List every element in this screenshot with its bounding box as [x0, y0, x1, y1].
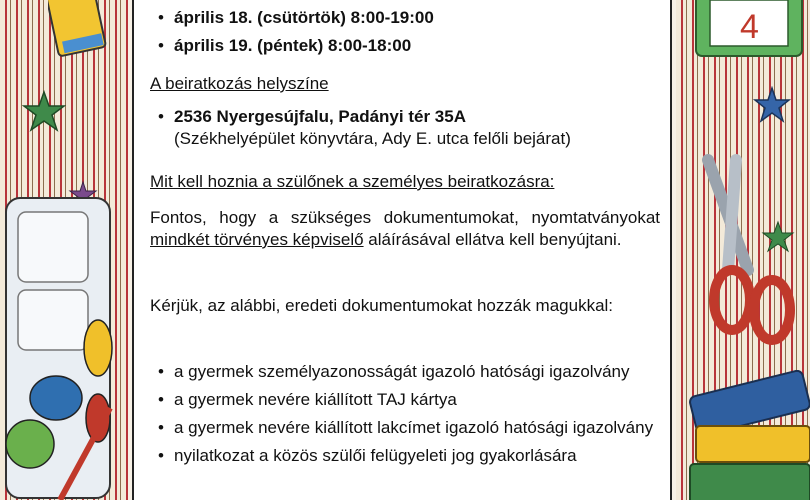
crayon-box-icon [48, 0, 110, 60]
bullet-icon: • [158, 107, 164, 126]
intro-text-emphasis: mindkét törvényes képviselő [150, 230, 364, 249]
list-item [150, 361, 660, 383]
bullet-icon: • [158, 8, 164, 27]
bullet-icon: • [158, 36, 164, 55]
schedule-item: április 19. (péntek) 8:00-18:00 [174, 36, 412, 55]
bullet-icon: • [158, 418, 164, 437]
location-address: 2536 Nyergesújfalu, Padányi tér 35A [174, 107, 466, 126]
list-item [150, 417, 660, 439]
list-item [150, 389, 660, 411]
list-item [150, 106, 660, 150]
document-item: nyilatkozat a közös szülői felügyeleti jog gyakorlására [174, 446, 577, 465]
calendar-block-icon [690, 0, 808, 64]
documents-intro [150, 207, 660, 251]
document-item: a gyermek személyazonosságát igazoló hatósági igazolvány [174, 362, 630, 381]
intro-text-start: Fontos, hogy a szükséges dokumentumokat, nyomtatványokat [150, 208, 660, 227]
schedule-list [150, 7, 660, 63]
documents-heading: Mit kell hoznia a szülőnek a személyes beiratkozásra: [150, 172, 555, 191]
location-note: (Székhelyépület könyvtára, Ady E. utca felőli bejárat) [174, 129, 571, 148]
bullet-icon: • [158, 446, 164, 465]
small-green-star-icon [760, 220, 796, 256]
bullet-icon: • [158, 362, 164, 381]
green-star-icon [22, 90, 66, 134]
list-item [150, 445, 660, 467]
paint-palette-icon [0, 188, 128, 500]
bullet-icon: • [158, 390, 164, 409]
location-heading: A beiratkozás helyszíne [150, 74, 329, 93]
list-item [150, 7, 660, 35]
document-item: a gyermek nevére kiállított TAJ kártya [174, 390, 457, 409]
calendar-digit: 4 [740, 8, 759, 46]
list-item [150, 35, 660, 63]
blue-star-icon [752, 86, 792, 126]
documents-list [150, 361, 660, 467]
document-item: a gyermek nevére kiállított lakcímet igazoló hatósági igazolvány [174, 418, 654, 437]
intro-text-end: aláírásával ellátva kell benyújtani. [363, 230, 622, 249]
documents-request: Kérjük, az alábbi, eredeti dokumentumokat hozzák magukkal: [150, 296, 614, 315]
location-text [174, 106, 571, 150]
book-stack-icon [686, 370, 810, 500]
schedule-item: április 18. (csütörtök) 8:00-19:00 [174, 8, 434, 27]
location-block [150, 106, 660, 150]
